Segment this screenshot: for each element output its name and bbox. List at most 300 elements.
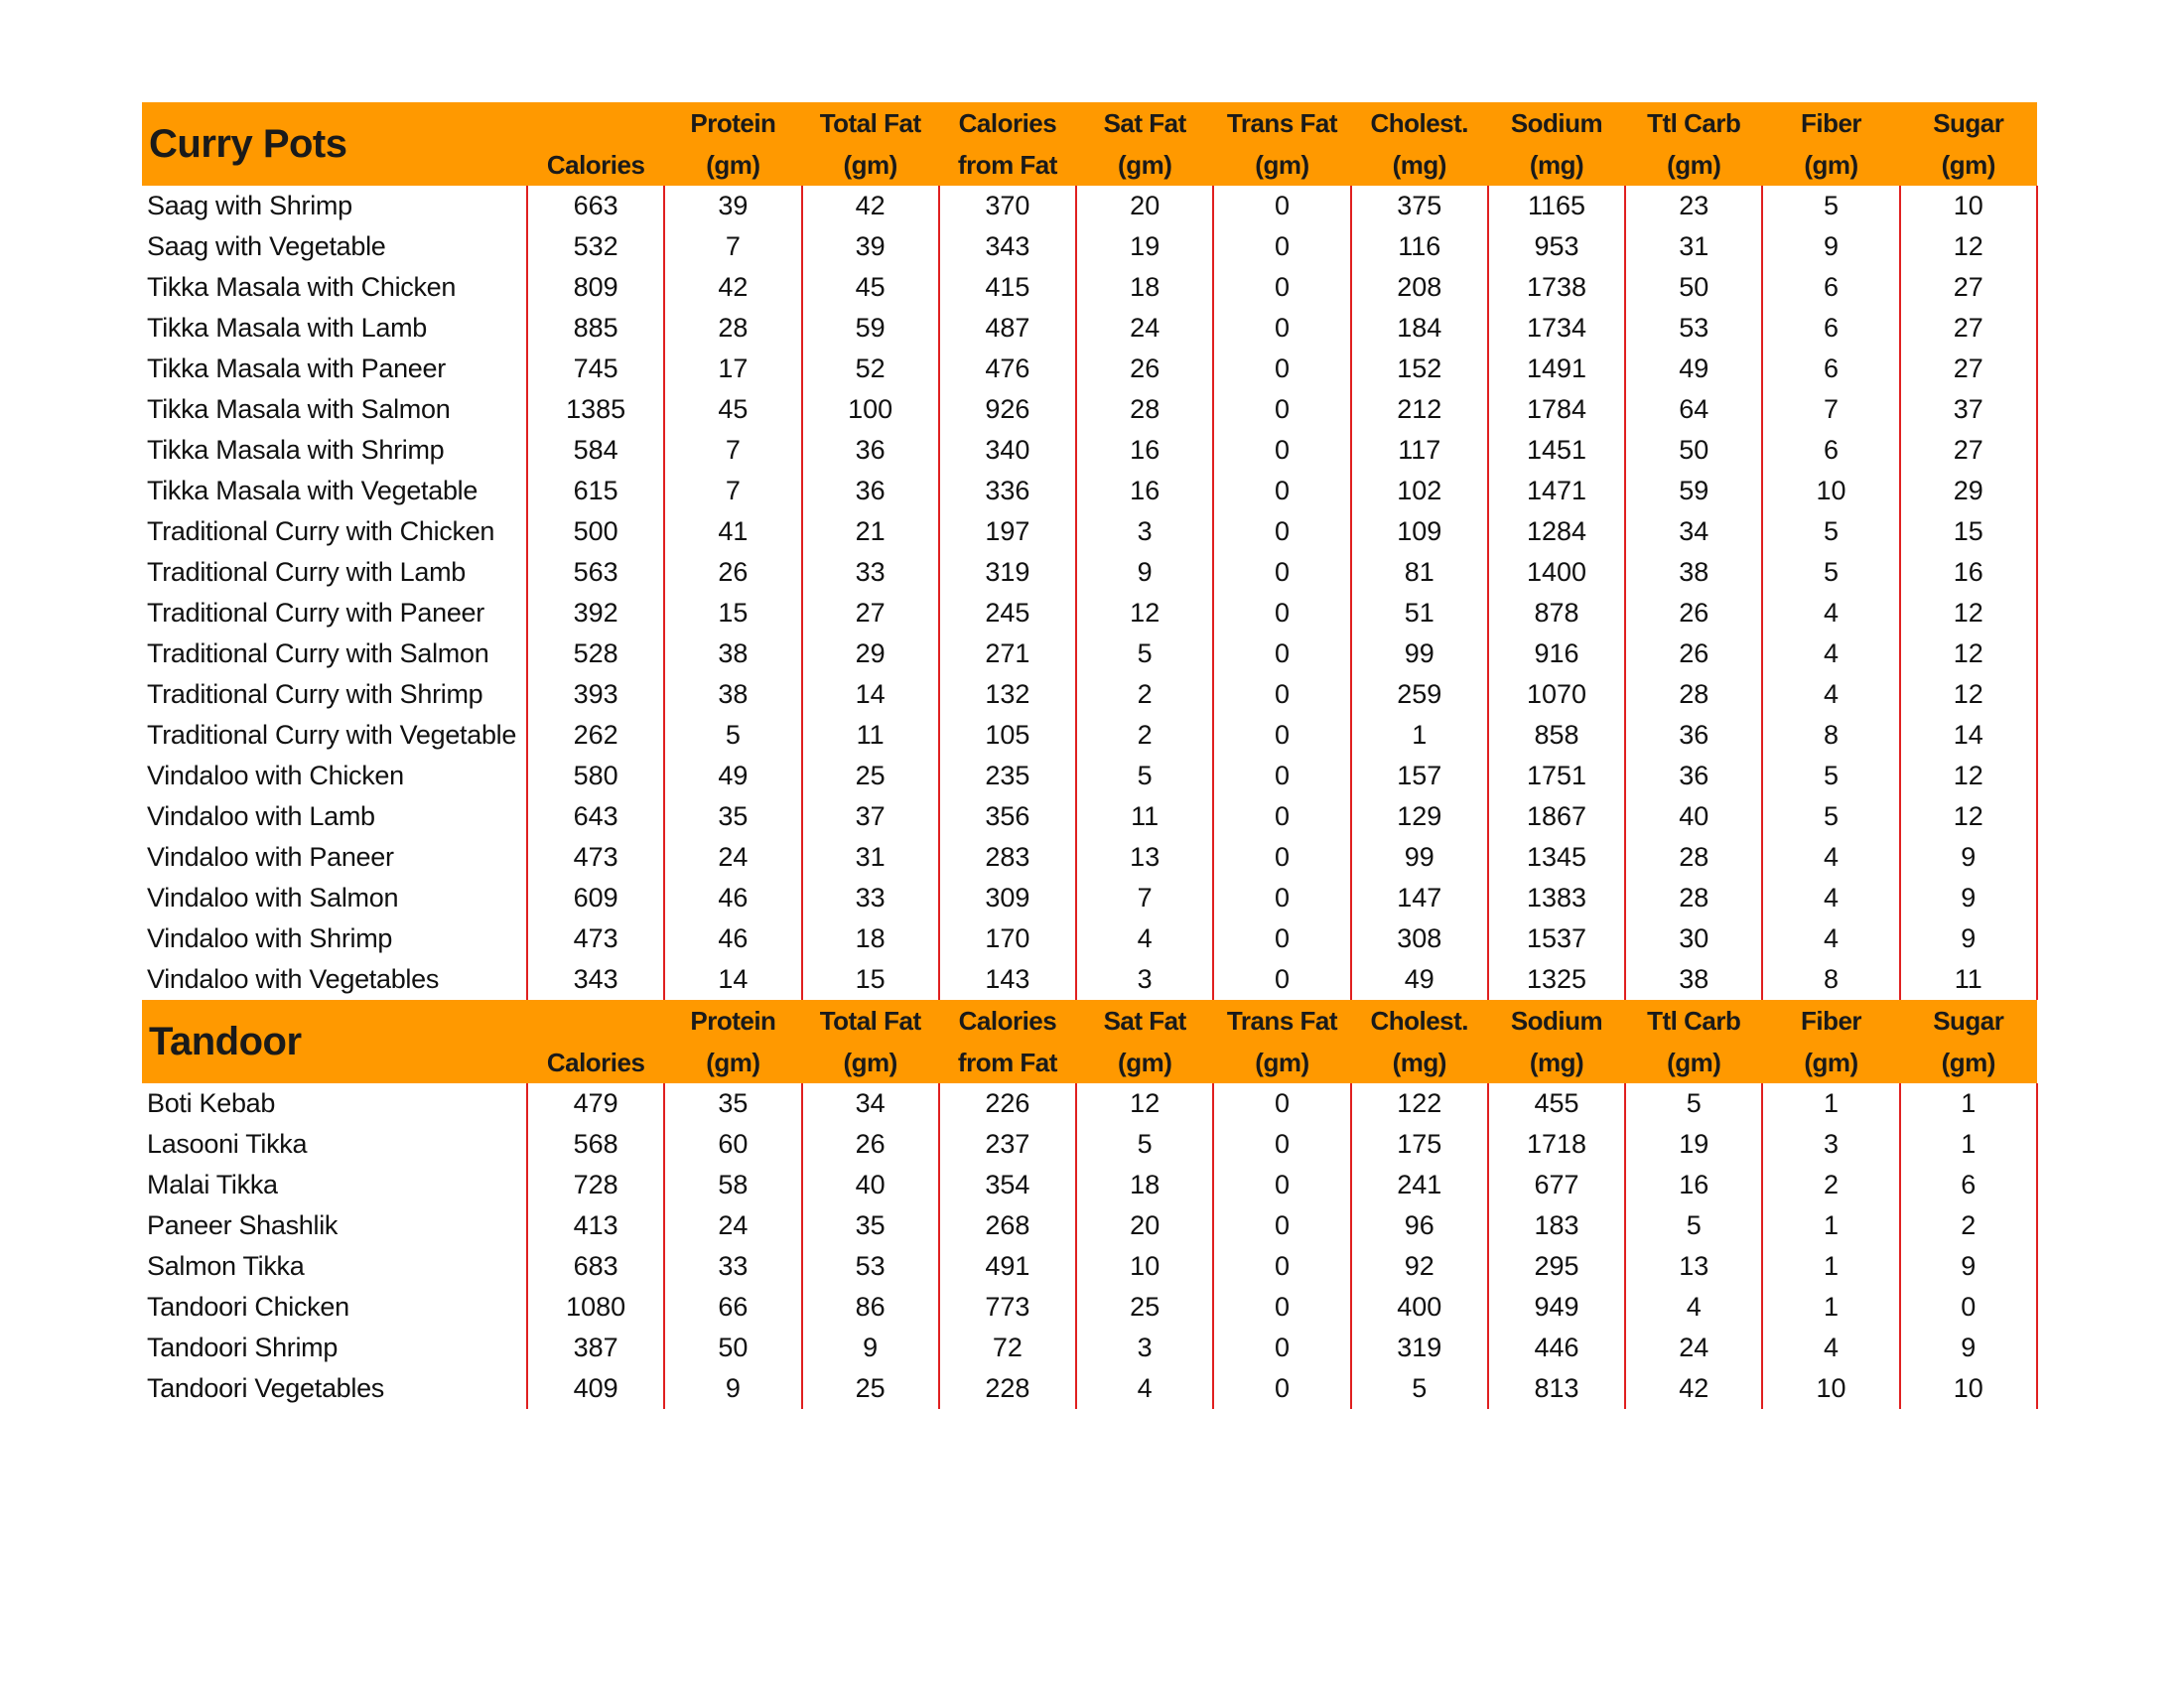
column-header-line1: Calories — [958, 108, 1057, 138]
table-row — [142, 837, 2037, 878]
menu-item-name: Tikka Masala with Shrimp — [142, 430, 527, 471]
nutrition-sheet — [142, 102, 2037, 1409]
nutrition-value: 532 — [527, 226, 664, 267]
column-header — [1488, 102, 1625, 186]
column-header-line2: (gm) — [1941, 1048, 1995, 1077]
menu-item-name: Salmon Tikka — [142, 1246, 527, 1287]
nutrition-value: 400 — [1351, 1287, 1488, 1328]
column-header-line1: Total Fat — [819, 108, 921, 138]
nutrition-value: 49 — [1351, 959, 1488, 1000]
nutrition-value: 1345 — [1488, 837, 1625, 878]
column-header-line2: (gm) — [843, 1048, 897, 1077]
nutrition-value: 319 — [1351, 1328, 1488, 1368]
nutrition-value: 271 — [939, 633, 1076, 674]
nutrition-value: 20 — [1076, 186, 1213, 226]
nutrition-value: 72 — [939, 1328, 1076, 1368]
menu-item-name: Vindaloo with Chicken — [142, 756, 527, 796]
nutrition-value: 16 — [1076, 430, 1213, 471]
nutrition-value: 8 — [1762, 959, 1899, 1000]
nutrition-value: 16 — [1625, 1165, 1762, 1205]
nutrition-value: 446 — [1488, 1328, 1625, 1368]
nutrition-value: 9 — [1900, 1328, 2037, 1368]
nutrition-value: 36 — [1625, 756, 1762, 796]
nutrition-value: 25 — [802, 756, 939, 796]
nutrition-value: 584 — [527, 430, 664, 471]
column-header-line2: (gm) — [1667, 150, 1721, 180]
nutrition-value: 259 — [1351, 674, 1488, 715]
nutrition-value: 4 — [1762, 633, 1899, 674]
column-header — [1625, 1000, 1762, 1083]
column-header-line1: Trans Fat — [1226, 108, 1337, 138]
nutrition-value: 343 — [527, 959, 664, 1000]
nutrition-value: 17 — [664, 349, 801, 389]
nutrition-value: 4 — [1076, 1368, 1213, 1409]
nutrition-value: 59 — [1625, 471, 1762, 511]
nutrition-value: 677 — [1488, 1165, 1625, 1205]
column-header-line2: (gm) — [1804, 1048, 1858, 1077]
nutrition-value: 1 — [1762, 1246, 1899, 1287]
nutrition-value: 81 — [1351, 552, 1488, 593]
column-header — [1213, 102, 1350, 186]
nutrition-value: 38 — [664, 633, 801, 674]
menu-item-name: Traditional Curry with Lamb — [142, 552, 527, 593]
nutrition-value: 283 — [939, 837, 1076, 878]
menu-item-name: Tandoori Shrimp — [142, 1328, 527, 1368]
nutrition-value: 473 — [527, 918, 664, 959]
column-header — [1625, 102, 1762, 186]
nutrition-value: 27 — [1900, 267, 2037, 308]
nutrition-value: 0 — [1213, 756, 1350, 796]
nutrition-value: 9 — [1076, 552, 1213, 593]
menu-item-name: Saag with Shrimp — [142, 186, 527, 226]
nutrition-value: 28 — [1625, 878, 1762, 918]
nutrition-value: 41 — [664, 511, 801, 552]
menu-item-name: Tikka Masala with Salmon — [142, 389, 527, 430]
nutrition-value: 9 — [1900, 878, 2037, 918]
nutrition-value: 2 — [1900, 1205, 2037, 1246]
menu-item-name: Traditional Curry with Vegetable — [142, 715, 527, 756]
nutrition-value: 26 — [1625, 633, 1762, 674]
nutrition-value: 28 — [1625, 674, 1762, 715]
nutrition-value: 46 — [664, 918, 801, 959]
nutrition-value: 926 — [939, 389, 1076, 430]
table-row — [142, 186, 2037, 226]
nutrition-value: 916 — [1488, 633, 1625, 674]
nutrition-value: 31 — [1625, 226, 1762, 267]
table-row — [142, 633, 2037, 674]
nutrition-value: 29 — [802, 633, 939, 674]
nutrition-value: 11 — [1076, 796, 1213, 837]
menu-item-name: Saag with Vegetable — [142, 226, 527, 267]
nutrition-value: 5 — [1762, 186, 1899, 226]
nutrition-value: 4 — [1762, 837, 1899, 878]
nutrition-value: 58 — [664, 1165, 801, 1205]
nutrition-value: 953 — [1488, 226, 1625, 267]
column-header-line1: Sugar — [1933, 108, 2004, 138]
menu-item-name: Traditional Curry with Shrimp — [142, 674, 527, 715]
nutrition-value: 27 — [802, 593, 939, 633]
menu-item-name: Tikka Masala with Lamb — [142, 308, 527, 349]
nutrition-value: 49 — [1625, 349, 1762, 389]
nutrition-value: 5 — [1076, 756, 1213, 796]
nutrition-value: 415 — [939, 267, 1076, 308]
nutrition-value: 8 — [1762, 715, 1899, 756]
nutrition-value: 1738 — [1488, 267, 1625, 308]
nutrition-value: 5 — [1762, 756, 1899, 796]
column-header-line1: Sodium — [1510, 1006, 1603, 1036]
nutrition-value: 117 — [1351, 430, 1488, 471]
nutrition-value: 28 — [1076, 389, 1213, 430]
nutrition-value: 40 — [1625, 796, 1762, 837]
nutrition-value: 92 — [1351, 1246, 1488, 1287]
nutrition-value: 15 — [802, 959, 939, 1000]
nutrition-value: 36 — [802, 471, 939, 511]
nutrition-value: 336 — [939, 471, 1076, 511]
column-header-line1: Protein — [690, 1006, 776, 1036]
column-header-line1: Sat Fat — [1103, 1006, 1186, 1036]
column-header-line1: Trans Fat — [1226, 1006, 1337, 1036]
nutrition-value: 42 — [1625, 1368, 1762, 1409]
column-header-line2: (gm) — [843, 150, 897, 180]
column-header — [664, 102, 801, 186]
nutrition-value: 1867 — [1488, 796, 1625, 837]
nutrition-value: 0 — [1213, 430, 1350, 471]
nutrition-value: 96 — [1351, 1205, 1488, 1246]
table-row — [142, 226, 2037, 267]
nutrition-value: 6 — [1762, 430, 1899, 471]
menu-item-name: Malai Tikka — [142, 1165, 527, 1205]
nutrition-value: 122 — [1351, 1083, 1488, 1124]
nutrition-value: 23 — [1625, 186, 1762, 226]
nutrition-value: 487 — [939, 308, 1076, 349]
nutrition-value: 308 — [1351, 918, 1488, 959]
nutrition-value: 885 — [527, 308, 664, 349]
table-row — [142, 756, 2037, 796]
nutrition-value: 0 — [1213, 796, 1350, 837]
nutrition-value: 4 — [1762, 918, 1899, 959]
nutrition-value: 208 — [1351, 267, 1488, 308]
table-row — [142, 918, 2037, 959]
nutrition-value: 53 — [1625, 308, 1762, 349]
nutrition-value: 295 — [1488, 1246, 1625, 1287]
nutrition-value: 109 — [1351, 511, 1488, 552]
column-header-line2: (gm) — [706, 150, 760, 180]
nutrition-value: 7 — [664, 226, 801, 267]
nutrition-value: 375 — [1351, 186, 1488, 226]
column-header-line2: (gm) — [706, 1048, 760, 1077]
nutrition-value: 0 — [1213, 552, 1350, 593]
menu-item-name: Tikka Masala with Vegetable — [142, 471, 527, 511]
nutrition-value: 0 — [1213, 1205, 1350, 1246]
nutrition-value: 0 — [1213, 267, 1350, 308]
nutrition-value: 615 — [527, 471, 664, 511]
nutrition-value: 33 — [802, 552, 939, 593]
nutrition-value: 5 — [664, 715, 801, 756]
nutrition-value: 241 — [1351, 1165, 1488, 1205]
nutrition-value: 14 — [1900, 715, 2037, 756]
nutrition-value: 1 — [1762, 1205, 1899, 1246]
nutrition-value: 1080 — [527, 1287, 664, 1328]
column-header-line2: (gm) — [1941, 150, 1995, 180]
nutrition-value: 37 — [1900, 389, 2037, 430]
nutrition-value: 38 — [1625, 959, 1762, 1000]
nutrition-value: 354 — [939, 1165, 1076, 1205]
table-row — [142, 349, 2037, 389]
nutrition-value: 143 — [939, 959, 1076, 1000]
nutrition-value: 9 — [1900, 918, 2037, 959]
nutrition-value: 5 — [1625, 1205, 1762, 1246]
column-header-line2: Calories — [546, 1048, 645, 1077]
nutrition-value: 147 — [1351, 878, 1488, 918]
nutrition-value: 387 — [527, 1328, 664, 1368]
menu-item-name: Traditional Curry with Salmon — [142, 633, 527, 674]
nutrition-value: 26 — [1625, 593, 1762, 633]
column-header-line1: Total Fat — [819, 1006, 921, 1036]
nutrition-value: 235 — [939, 756, 1076, 796]
column-header-line2: (mg) — [1529, 1048, 1584, 1077]
column-header — [1762, 102, 1899, 186]
section-title: Tandoor — [142, 1000, 527, 1083]
nutrition-value: 40 — [802, 1165, 939, 1205]
column-header-line2: (mg) — [1392, 150, 1446, 180]
nutrition-value: 10 — [1900, 1368, 2037, 1409]
nutrition-value: 184 — [1351, 308, 1488, 349]
nutrition-value: 5 — [1762, 552, 1899, 593]
nutrition-value: 5 — [1351, 1368, 1488, 1409]
nutrition-value: 38 — [664, 674, 801, 715]
nutrition-value: 5 — [1625, 1083, 1762, 1124]
nutrition-value: 27 — [1900, 430, 2037, 471]
column-header-line2: (gm) — [1118, 150, 1172, 180]
nutrition-value: 1165 — [1488, 186, 1625, 226]
nutrition-value: 35 — [664, 796, 801, 837]
nutrition-value: 0 — [1213, 633, 1350, 674]
nutrition-value: 14 — [802, 674, 939, 715]
nutrition-value: 473 — [527, 837, 664, 878]
nutrition-value: 9 — [1762, 226, 1899, 267]
nutrition-value: 16 — [1900, 552, 2037, 593]
nutrition-value: 157 — [1351, 756, 1488, 796]
column-header-line2: (gm) — [1667, 1048, 1721, 1077]
nutrition-value: 7 — [1762, 389, 1899, 430]
nutrition-value: 99 — [1351, 837, 1488, 878]
table-row — [142, 1083, 2037, 1124]
nutrition-value: 9 — [1900, 837, 2037, 878]
nutrition-table — [142, 102, 2038, 1409]
table-row — [142, 796, 2037, 837]
nutrition-value: 0 — [1213, 308, 1350, 349]
table-row — [142, 1246, 2037, 1287]
nutrition-value: 2 — [1762, 1165, 1899, 1205]
column-header-line2: (gm) — [1118, 1048, 1172, 1077]
nutrition-value: 3 — [1076, 511, 1213, 552]
nutrition-value: 4 — [1625, 1287, 1762, 1328]
nutrition-value: 0 — [1213, 1328, 1350, 1368]
nutrition-value: 1 — [1900, 1083, 2037, 1124]
nutrition-value: 39 — [802, 226, 939, 267]
nutrition-value: 476 — [939, 349, 1076, 389]
nutrition-value: 49 — [664, 756, 801, 796]
nutrition-value: 0 — [1213, 226, 1350, 267]
column-header-line1: Protein — [690, 108, 776, 138]
nutrition-value: 50 — [1625, 267, 1762, 308]
nutrition-value: 262 — [527, 715, 664, 756]
column-header-line1: Fiber — [1800, 1006, 1862, 1036]
nutrition-value: 0 — [1213, 471, 1350, 511]
nutrition-value: 6 — [1900, 1165, 2037, 1205]
nutrition-value: 340 — [939, 430, 1076, 471]
nutrition-value: 455 — [1488, 1083, 1625, 1124]
nutrition-value: 528 — [527, 633, 664, 674]
column-header — [939, 102, 1076, 186]
nutrition-value: 24 — [1076, 308, 1213, 349]
nutrition-value: 53 — [802, 1246, 939, 1287]
nutrition-value: 12 — [1900, 226, 2037, 267]
nutrition-value: 34 — [802, 1083, 939, 1124]
menu-item-name: Vindaloo with Vegetables — [142, 959, 527, 1000]
nutrition-value: 0 — [1213, 593, 1350, 633]
column-header — [1762, 1000, 1899, 1083]
nutrition-value: 1325 — [1488, 959, 1625, 1000]
nutrition-value: 11 — [802, 715, 939, 756]
table-row — [142, 593, 2037, 633]
nutrition-value: 5 — [1076, 633, 1213, 674]
nutrition-value: 1451 — [1488, 430, 1625, 471]
nutrition-value: 1400 — [1488, 552, 1625, 593]
column-header-line1: Sodium — [1510, 108, 1603, 138]
nutrition-value: 37 — [802, 796, 939, 837]
column-header-line2: (gm) — [1255, 1048, 1309, 1077]
table-row — [142, 308, 2037, 349]
nutrition-value: 1537 — [1488, 918, 1625, 959]
nutrition-value: 19 — [1076, 226, 1213, 267]
nutrition-value: 152 — [1351, 349, 1488, 389]
nutrition-value: 1471 — [1488, 471, 1625, 511]
nutrition-value: 3 — [1076, 959, 1213, 1000]
nutrition-value: 7 — [664, 430, 801, 471]
menu-item-name: Tikka Masala with Chicken — [142, 267, 527, 308]
nutrition-value: 13 — [1625, 1246, 1762, 1287]
nutrition-value: 4 — [1762, 593, 1899, 633]
nutrition-value: 0 — [1213, 878, 1350, 918]
menu-item-name: Vindaloo with Salmon — [142, 878, 527, 918]
column-header-line1 — [527, 1000, 664, 1042]
nutrition-value: 745 — [527, 349, 664, 389]
nutrition-value: 18 — [1076, 1165, 1213, 1205]
nutrition-value: 12 — [1900, 593, 2037, 633]
column-header-line1: Ttl Carb — [1647, 108, 1741, 138]
nutrition-value: 19 — [1625, 1124, 1762, 1165]
nutrition-value: 30 — [1625, 918, 1762, 959]
nutrition-value: 24 — [664, 837, 801, 878]
column-header — [802, 1000, 939, 1083]
table-row — [142, 430, 2037, 471]
nutrition-value: 409 — [527, 1368, 664, 1409]
nutrition-value: 1491 — [1488, 349, 1625, 389]
nutrition-value: 6 — [1762, 349, 1899, 389]
nutrition-value: 59 — [802, 308, 939, 349]
table-row — [142, 1287, 2037, 1328]
table-row — [142, 878, 2037, 918]
nutrition-value: 64 — [1625, 389, 1762, 430]
nutrition-value: 683 — [527, 1246, 664, 1287]
nutrition-value: 563 — [527, 552, 664, 593]
table-row — [142, 959, 2037, 1000]
section-title: Curry Pots — [142, 102, 527, 186]
nutrition-value: 20 — [1076, 1205, 1213, 1246]
nutrition-value: 66 — [664, 1287, 801, 1328]
nutrition-value: 102 — [1351, 471, 1488, 511]
menu-item-name: Traditional Curry with Chicken — [142, 511, 527, 552]
nutrition-value: 1784 — [1488, 389, 1625, 430]
nutrition-value: 0 — [1900, 1287, 2037, 1328]
nutrition-value: 1 — [1762, 1083, 1899, 1124]
nutrition-value: 1 — [1762, 1287, 1899, 1328]
nutrition-value: 52 — [802, 349, 939, 389]
menu-item-name: Vindaloo with Shrimp — [142, 918, 527, 959]
table-row — [142, 471, 2037, 511]
nutrition-value: 12 — [1076, 593, 1213, 633]
column-header-line1: Sugar — [1933, 1006, 2004, 1036]
table-row — [142, 1124, 2037, 1165]
nutrition-value: 1070 — [1488, 674, 1625, 715]
menu-item-name: Tikka Masala with Paneer — [142, 349, 527, 389]
menu-item-name: Vindaloo with Lamb — [142, 796, 527, 837]
nutrition-value: 36 — [802, 430, 939, 471]
nutrition-value: 228 — [939, 1368, 1076, 1409]
nutrition-value: 10 — [1900, 186, 2037, 226]
column-header — [527, 102, 664, 186]
nutrition-value: 356 — [939, 796, 1076, 837]
nutrition-value: 12 — [1900, 756, 2037, 796]
nutrition-value: 0 — [1213, 1368, 1350, 1409]
nutrition-value: 6 — [1762, 308, 1899, 349]
nutrition-value: 5 — [1076, 1124, 1213, 1165]
nutrition-value: 10 — [1762, 1368, 1899, 1409]
nutrition-value: 13 — [1076, 837, 1213, 878]
nutrition-value: 45 — [802, 267, 939, 308]
nutrition-value: 24 — [1625, 1328, 1762, 1368]
nutrition-value: 0 — [1213, 715, 1350, 756]
menu-item-name: Boti Kebab — [142, 1083, 527, 1124]
nutrition-value: 25 — [802, 1368, 939, 1409]
nutrition-value: 663 — [527, 186, 664, 226]
nutrition-value: 183 — [1488, 1205, 1625, 1246]
nutrition-value: 609 — [527, 878, 664, 918]
nutrition-value: 42 — [802, 186, 939, 226]
table-row — [142, 267, 2037, 308]
column-header — [1900, 1000, 2037, 1083]
column-header — [1351, 102, 1488, 186]
nutrition-value: 309 — [939, 878, 1076, 918]
nutrition-value: 0 — [1213, 186, 1350, 226]
nutrition-value: 0 — [1213, 1287, 1350, 1328]
nutrition-value: 31 — [802, 837, 939, 878]
nutrition-value: 4 — [1076, 918, 1213, 959]
nutrition-value: 12 — [1900, 796, 2037, 837]
table-row — [142, 1165, 2037, 1205]
column-header — [664, 1000, 801, 1083]
column-header-line1: Cholest. — [1370, 1006, 1469, 1036]
nutrition-value: 60 — [664, 1124, 801, 1165]
nutrition-value: 42 — [664, 267, 801, 308]
nutrition-value: 580 — [527, 756, 664, 796]
nutrition-value: 197 — [939, 511, 1076, 552]
column-header-line2: (mg) — [1392, 1048, 1446, 1077]
menu-item-name: Lasooni Tikka — [142, 1124, 527, 1165]
nutrition-value: 29 — [1900, 471, 2037, 511]
nutrition-value: 0 — [1213, 1124, 1350, 1165]
